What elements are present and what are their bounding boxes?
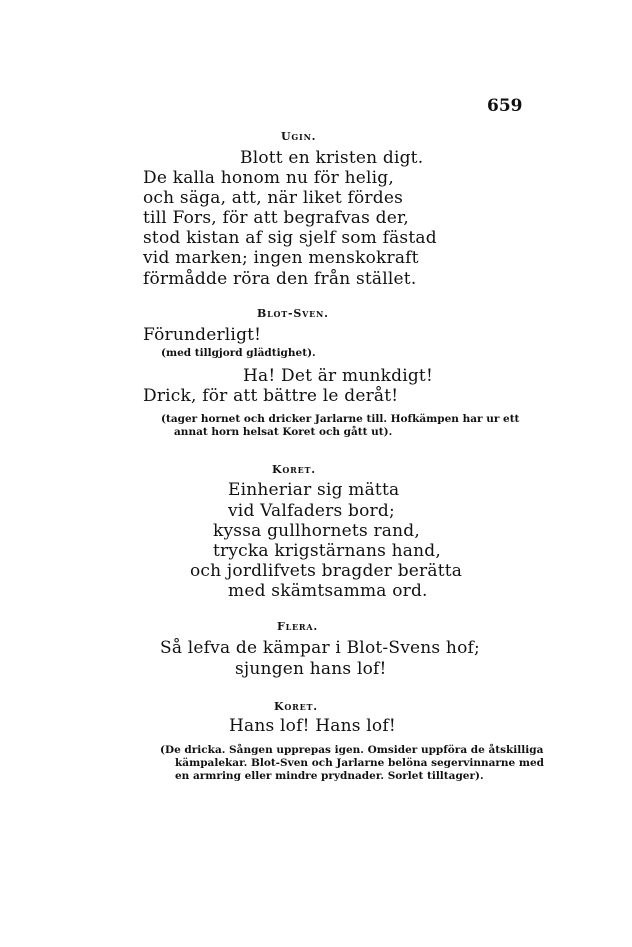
verse-line: Så lefva de kämpar i Blot-Svens hof; [160, 638, 480, 658]
verse-line: Hans lof! Hans lof! [229, 716, 396, 736]
stage-direction: en armring eller mindre prydnader. Sorlet tilltager). [175, 770, 484, 782]
verse-line: trycka krigstärnans hand, [213, 541, 441, 561]
speaker-name: Flera. [277, 620, 319, 633]
verse-line: Drick, för att bättre le deråt! [143, 386, 399, 406]
verse-line: med skämtsamma ord. [228, 581, 428, 601]
verse-line: De kalla honom nu för helig, [143, 168, 394, 188]
stage-direction: (med tillgjord glädtighet). [161, 347, 316, 359]
stage-direction: annat horn helsat Koret och gått ut). [174, 426, 393, 438]
stage-direction: (tager hornet och dricker Jarlarne till. Hofkämpen har ur ett [161, 413, 520, 425]
verse-line: vid Valfaders bord; [228, 501, 395, 521]
verse-line: stod kistan af sig sjelf som fästad [143, 228, 437, 248]
verse-line: och säga, att, när liket fördes [143, 188, 404, 208]
page-number: 659 [487, 96, 523, 116]
speaker-name: Ugin. [281, 130, 317, 143]
verse-line: Förunderligt! [143, 325, 262, 345]
verse-line: sjungen hans lof! [235, 659, 387, 679]
stage-direction: (De dricka. Sången upprepas igen. Omsider uppföra de åtskilliga [160, 744, 544, 756]
verse-line: till Fors, för att begrafvas der, [143, 208, 410, 228]
verse-line: Blott en kristen digt. [240, 148, 424, 168]
speaker-name: Blot-Sven. [257, 307, 329, 320]
verse-line: vid marken; ingen menskokraft [143, 248, 419, 268]
verse-line: och jordlifvets bragder berätta [190, 561, 463, 581]
verse-line: förmådde röra den från stället. [143, 269, 417, 289]
verse-line: kyssa gullhornets rand, [213, 521, 420, 541]
stage-direction: kämpalekar. Blot-Sven och Jarlarne belöna segervinnarne med [175, 757, 545, 769]
speaker-name: Koret. [274, 700, 318, 713]
verse-line: Ha! Det är munkdigt! [243, 366, 433, 386]
speaker-name: Koret. [272, 463, 316, 476]
verse-line: Einheriar sig mätta [228, 480, 400, 500]
